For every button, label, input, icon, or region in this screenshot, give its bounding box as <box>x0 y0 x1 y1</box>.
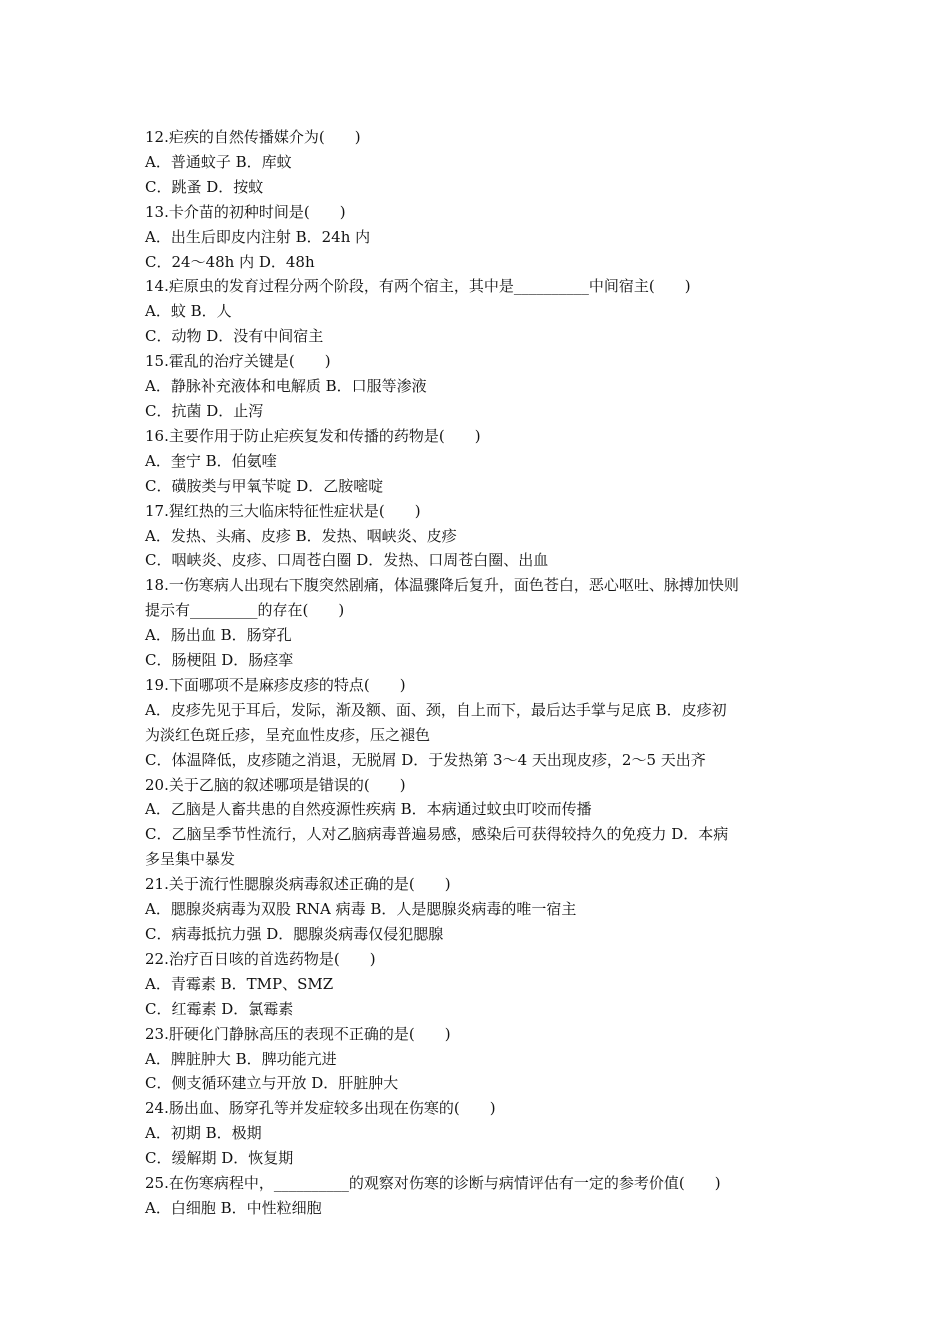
question-19-options-cd: C．体温降低，皮疹随之消退，无脱屑 D．于发热第 3～4 天出现皮疹，2～5 天出齐 <box>145 750 706 769</box>
question-15-options-cd: C．抗菌 D．止泻 <box>145 401 264 420</box>
question-15-options-ab: A．静脉补充液体和电解质 B．口服等渗液 <box>145 377 427 396</box>
question-23-options-ab: A．脾脏肿大 B．脾功能亢进 <box>145 1049 337 1068</box>
question-20-options-cd-line-2: 多呈集中暴发 <box>145 850 236 869</box>
question-17-options-ab: A．发热、头痛、皮疹 B．发热、咽峡炎、皮疹 <box>145 526 457 545</box>
question-14-options-ab: A．蚊 B．人 <box>145 302 232 321</box>
question-25-stem: 25.在伤寒病程中，__________的观察对伤寒的诊断与病情评估有一定的参考价值( ) <box>145 1174 721 1193</box>
question-20-options-ab: A．乙脑是人畜共患的自然疫源性疾病 B．本病通过蚊虫叮咬而传播 <box>145 800 592 819</box>
question-23-stem: 23.肝硬化门静脉高压的表现不正确的是( ) <box>145 1024 451 1043</box>
question-24-options-ab: A．初期 B．极期 <box>145 1124 262 1143</box>
question-13-options-cd: C．24～48h 内 D．48h <box>145 252 315 271</box>
question-20-stem: 20.关于乙脑的叙述哪项是错误的( ) <box>145 775 406 794</box>
question-22-stem: 22.治疗百日咳的首选药物是( ) <box>145 949 376 968</box>
question-16-options-ab: A．奎宁 B．伯氨喹 <box>145 451 277 470</box>
question-21-options-ab: A．腮腺炎病毒为双股 RNA 病毒 B．人是腮腺炎病毒的唯一宿主 <box>145 900 577 919</box>
question-19-options-ab-line-1: A．皮疹先见于耳后，发际，渐及额、面、颈，自上而下，最后达手掌与足底 B．皮疹初 <box>145 700 727 719</box>
question-16-stem: 16.主要作用于防止疟疾复发和传播的药物是( ) <box>145 426 481 445</box>
question-24-stem: 24.肠出血、肠穿孔等并发症较多出现在伤寒的( ) <box>145 1099 496 1118</box>
question-15-stem: 15.霍乱的治疗关键是( ) <box>145 352 331 371</box>
question-19-stem: 19.下面哪项不是麻疹皮疹的特点( ) <box>145 675 406 694</box>
question-17-stem: 17.猩红热的三大临床特征性症状是( ) <box>145 501 421 520</box>
question-12-options-cd: C．跳蚤 D．按蚊 <box>145 177 264 196</box>
question-25-options-ab: A．白细胞 B．中性粒细胞 <box>145 1198 322 1217</box>
question-22-options-cd: C．红霉素 D．氯霉素 <box>145 999 294 1018</box>
question-21-options-cd: C．病毒抵抗力强 D．腮腺炎病毒仅侵犯腮腺 <box>145 925 444 943</box>
question-22-options-ab: A．青霉素 B．TMP、SMZ <box>145 974 334 993</box>
question-12-options-ab: A．普通蚊子 B．库蚊 <box>145 152 292 171</box>
question-21-stem: 21.关于流行性腮腺炎病毒叙述正确的是( ) <box>145 875 451 894</box>
question-18-stem-line-1: 18.一伤寒病人出现右下腹突然剧痛，体温骤降后复升，面色苍白，恶心呕吐、脉搏加快则 <box>145 576 739 595</box>
question-13-options-ab: A．出生后即皮内注射 B．24h 内 <box>145 227 371 246</box>
question-23-options-cd: C．侧支循环建立与开放 D．肝脏肿大 <box>145 1074 399 1093</box>
question-20-options-cd-line-1: C．乙脑呈季节性流行，人对乙脑病毒普遍易感，感染后可获得较持久的免疫力 D．本病 <box>145 825 729 844</box>
question-14-options-cd: C．动物 D．没有中间宿主 <box>145 327 324 346</box>
question-13-stem: 13.卡介苗的初种时间是( ) <box>145 202 346 221</box>
question-19-options-ab-line-2: 为淡红色斑丘疹，呈充血性皮疹，压之褪色 <box>145 725 431 744</box>
document-page <box>145 125 810 1221</box>
question-18-stem-line-2: 提示有_________的存在( ) <box>145 601 345 620</box>
question-24-options-cd: C．缓解期 D．恢复期 <box>145 1149 294 1168</box>
question-12-stem: 12.疟疾的自然传播媒介为( ) <box>145 128 361 146</box>
question-16-options-cd: C．磺胺类与甲氧苄啶 D．乙胺嘧啶 <box>145 476 384 495</box>
question-17-options-cd: C．咽峡炎、皮疹、口周苍白圈 D．发热、口周苍白圈、出血 <box>145 551 549 570</box>
question-14-stem: 14.疟原虫的发育过程分两个阶段，有两个宿主，其中是__________中间宿主( ) <box>145 277 691 296</box>
question-18-options-ab: A．肠出血 B．肠穿孔 <box>145 626 292 645</box>
question-18-options-cd: C．肠梗阻 D．肠痉挛 <box>145 651 294 670</box>
